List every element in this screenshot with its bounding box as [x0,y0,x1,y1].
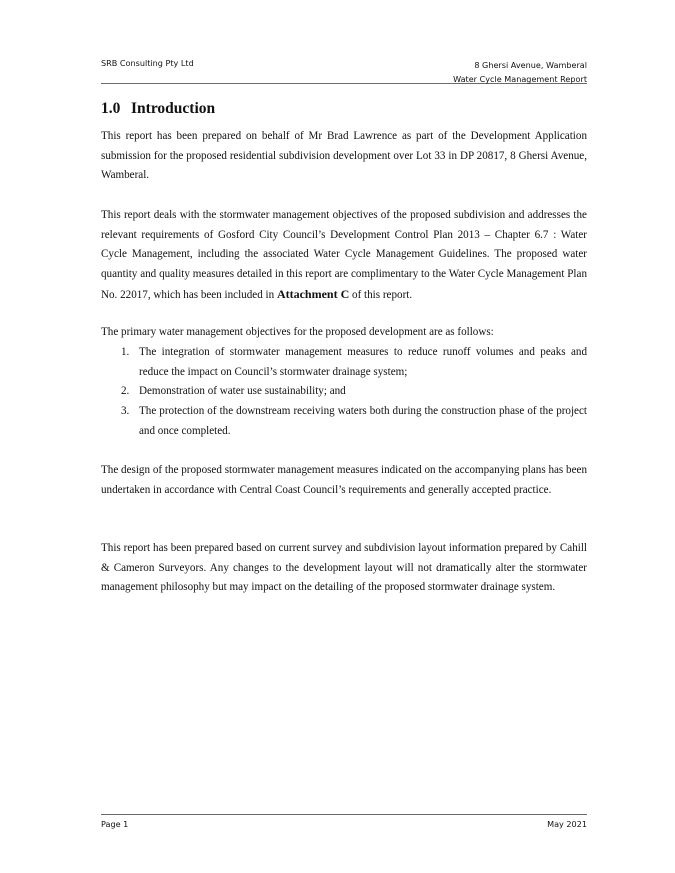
list-item [101,343,587,382]
header-right [453,58,587,86]
list-marker: 2. [121,385,130,398]
list-item-text: Demonstration of water use sustainability; and [139,385,346,398]
page-header [101,56,587,84]
header-company: SRB Consulting Pty Ltd [101,58,194,68]
attachment-reference: Attachment C [276,286,350,301]
objectives-list [101,343,587,442]
header-report-title: Water Cycle Management Report [453,74,587,84]
section-number: 1.0 [101,100,121,117]
footer-date: May 2021 [547,819,587,829]
list-item-text: The protection of the downstream receiving waters both during the construction phase of the project and once completed. [139,405,587,437]
page-footer [101,814,587,835]
list-item-text: The integration of stormwater management measures to reduce runoff volumes and peaks and reduce the impact on Council’s stormwater drainage system; [139,346,587,378]
paragraph-list-intro: The primary water management objectives for the proposed development are as follows: [101,326,494,338]
section-heading [101,100,215,118]
list-item [101,402,587,441]
paragraph-design: The design of the proposed stormwater management measures indicated on the accompanying plans has been undertaken in accordance with Central Coast Council’s requirements and generally accepted practice. [101,464,587,496]
paragraph-objectives-tail: of this report. [349,288,413,301]
list-marker: 3. [121,405,130,418]
paragraph-survey: This report has been prepared based on current survey and subdivision layout information prepared by Cahill & Cameron Surveyors. Any changes to the development layout will not dramatically alter the stormwater management philosophy but may impact on the detailing of the proposed stormwater drainage system. [101,542,587,594]
header-address: 8 Ghersi Avenue, Wamberal [474,60,587,70]
paragraph-objectives [101,206,587,306]
list-item [101,382,587,402]
section-title: Introduction [131,100,216,117]
paragraph-intro: This report has been prepared on behalf of Mr Brad Lawrence as part of the Development Application submission for the proposed residential subdivision development over Lot 33 in DP 20817, 8 Ghersi Avenue, Wamberal. [101,130,587,182]
footer-page-number: Page 1 [101,819,129,829]
list-marker: 1. [121,346,130,358]
paragraph-objectives-text: This report deals with the stormwater management objectives of the proposed subdivision and addresses the relevant requirements of Gosford City Council’s Development Control Plan 2013 – Chapter 6.7 : Water Cycle Management, including the associated Water Cycle Management Guidelines. The proposed water quantity and quality measures detailed in this report are complimentary to the Water Cycle Management Plan No. 22017, which has been included in [101,209,587,301]
